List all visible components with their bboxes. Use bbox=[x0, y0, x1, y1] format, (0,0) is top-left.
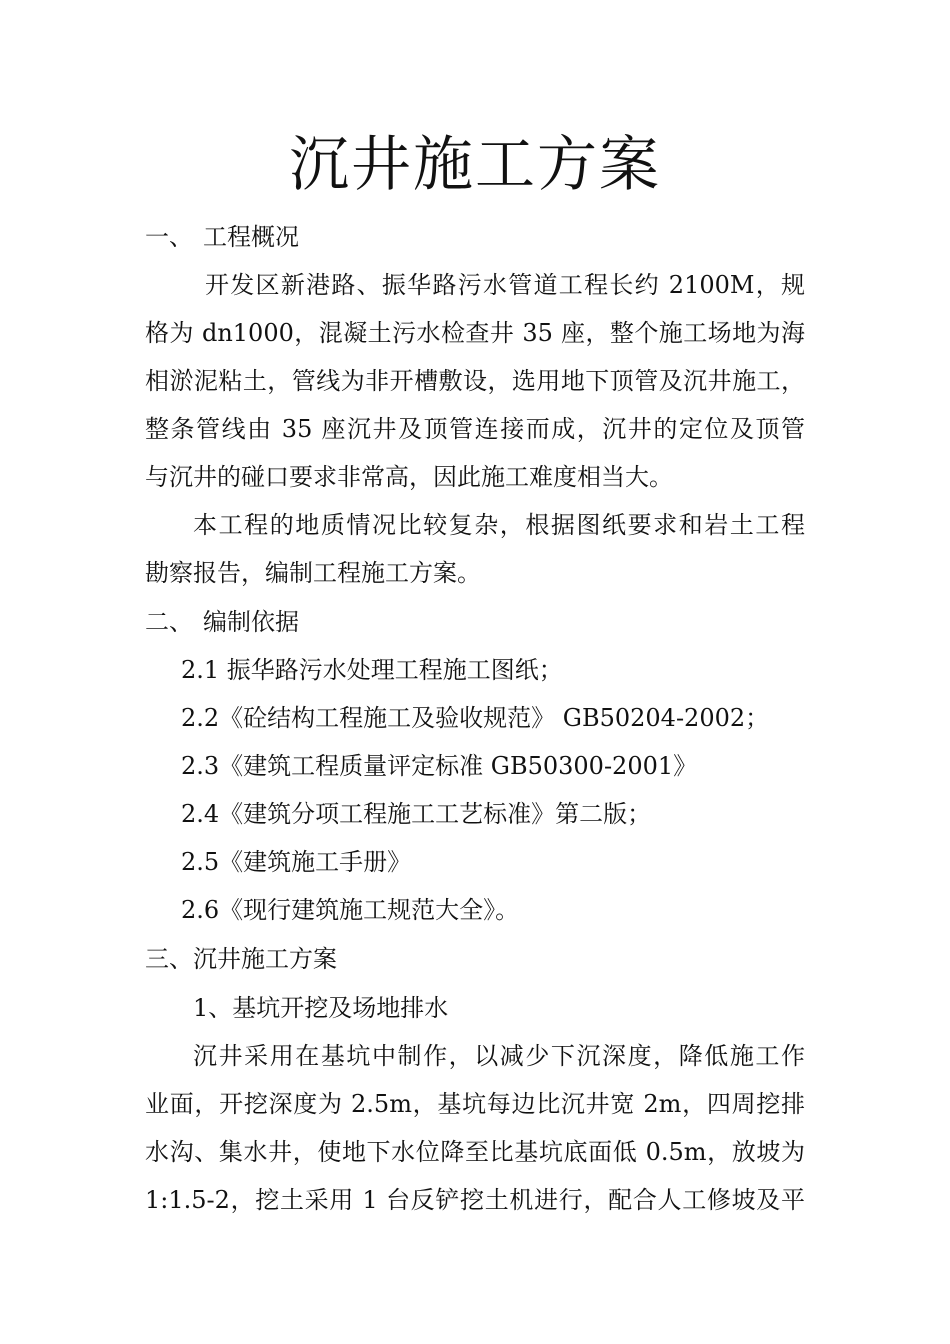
paragraph-line: 业面，开挖深度为 2.5m，基坑每边比沉井宽 2m，四周挖排 bbox=[145, 1090, 805, 1118]
paragraph-line: 开发区新港路、振华路污水管道工程长约 2100M，规 bbox=[205, 271, 805, 299]
paragraph-line: 1:1.5-2，挖土采用 1 台反铲挖土机进行，配合人工修坡及平 bbox=[145, 1186, 805, 1214]
paragraph-line: 格为 dn1000，混凝土污水检查井 35 座，整个施工场地为海 bbox=[145, 319, 805, 347]
paragraph-line: 勘察报告，编制工程施工方案。 bbox=[145, 559, 481, 587]
paragraph-line: 水沟、集水井，使地下水位降至比基坑底面低 0.5m，放坡为 bbox=[145, 1138, 805, 1166]
section-heading-2 bbox=[145, 607, 299, 637]
reference-item: 2.3《建筑工程质量评定标准 GB50300-2001》 bbox=[181, 752, 698, 780]
paragraph-line: 与沉井的碰口要求非常高，因此施工难度相当大。 bbox=[145, 463, 673, 491]
paragraph-line: 相淤泥粘土，管线为非开槽敷设，选用地下顶管及沉井施工， bbox=[145, 367, 805, 395]
section-title: 编制依据 bbox=[203, 608, 299, 636]
section-title: 工程概况 bbox=[203, 223, 299, 251]
subsection-heading: 1、基坑开挖及场地排水 bbox=[193, 994, 449, 1022]
page-title: 沉井施工方案 bbox=[289, 130, 661, 200]
section-heading-3: 三、沉井施工方案 bbox=[145, 945, 337, 973]
paragraph-line: 本工程的地质情况比较复杂，根据图纸要求和岩土工程 bbox=[193, 511, 805, 539]
section-number: 一、 bbox=[145, 223, 193, 251]
section-number: 二、 bbox=[145, 608, 193, 636]
paragraph-line: 整条管线由 35 座沉井及顶管连接而成，沉井的定位及顶管 bbox=[145, 415, 805, 443]
reference-item: 2.2《砼结构工程施工及验收规范》 GB50204-2002； bbox=[181, 704, 770, 732]
section-heading-1 bbox=[145, 222, 299, 252]
reference-item: 2.4《建筑分项工程施工工艺标准》第二版； bbox=[181, 800, 652, 828]
reference-item: 2.6《现行建筑施工规范大全》。 bbox=[181, 896, 520, 924]
reference-item: 2.5《建筑施工手册》 bbox=[181, 848, 412, 876]
reference-item: 2.1 振华路污水处理工程施工图纸； bbox=[181, 656, 563, 684]
paragraph-line: 沉井采用在基坑中制作，以减少下沉深度，降低施工作 bbox=[193, 1042, 805, 1070]
